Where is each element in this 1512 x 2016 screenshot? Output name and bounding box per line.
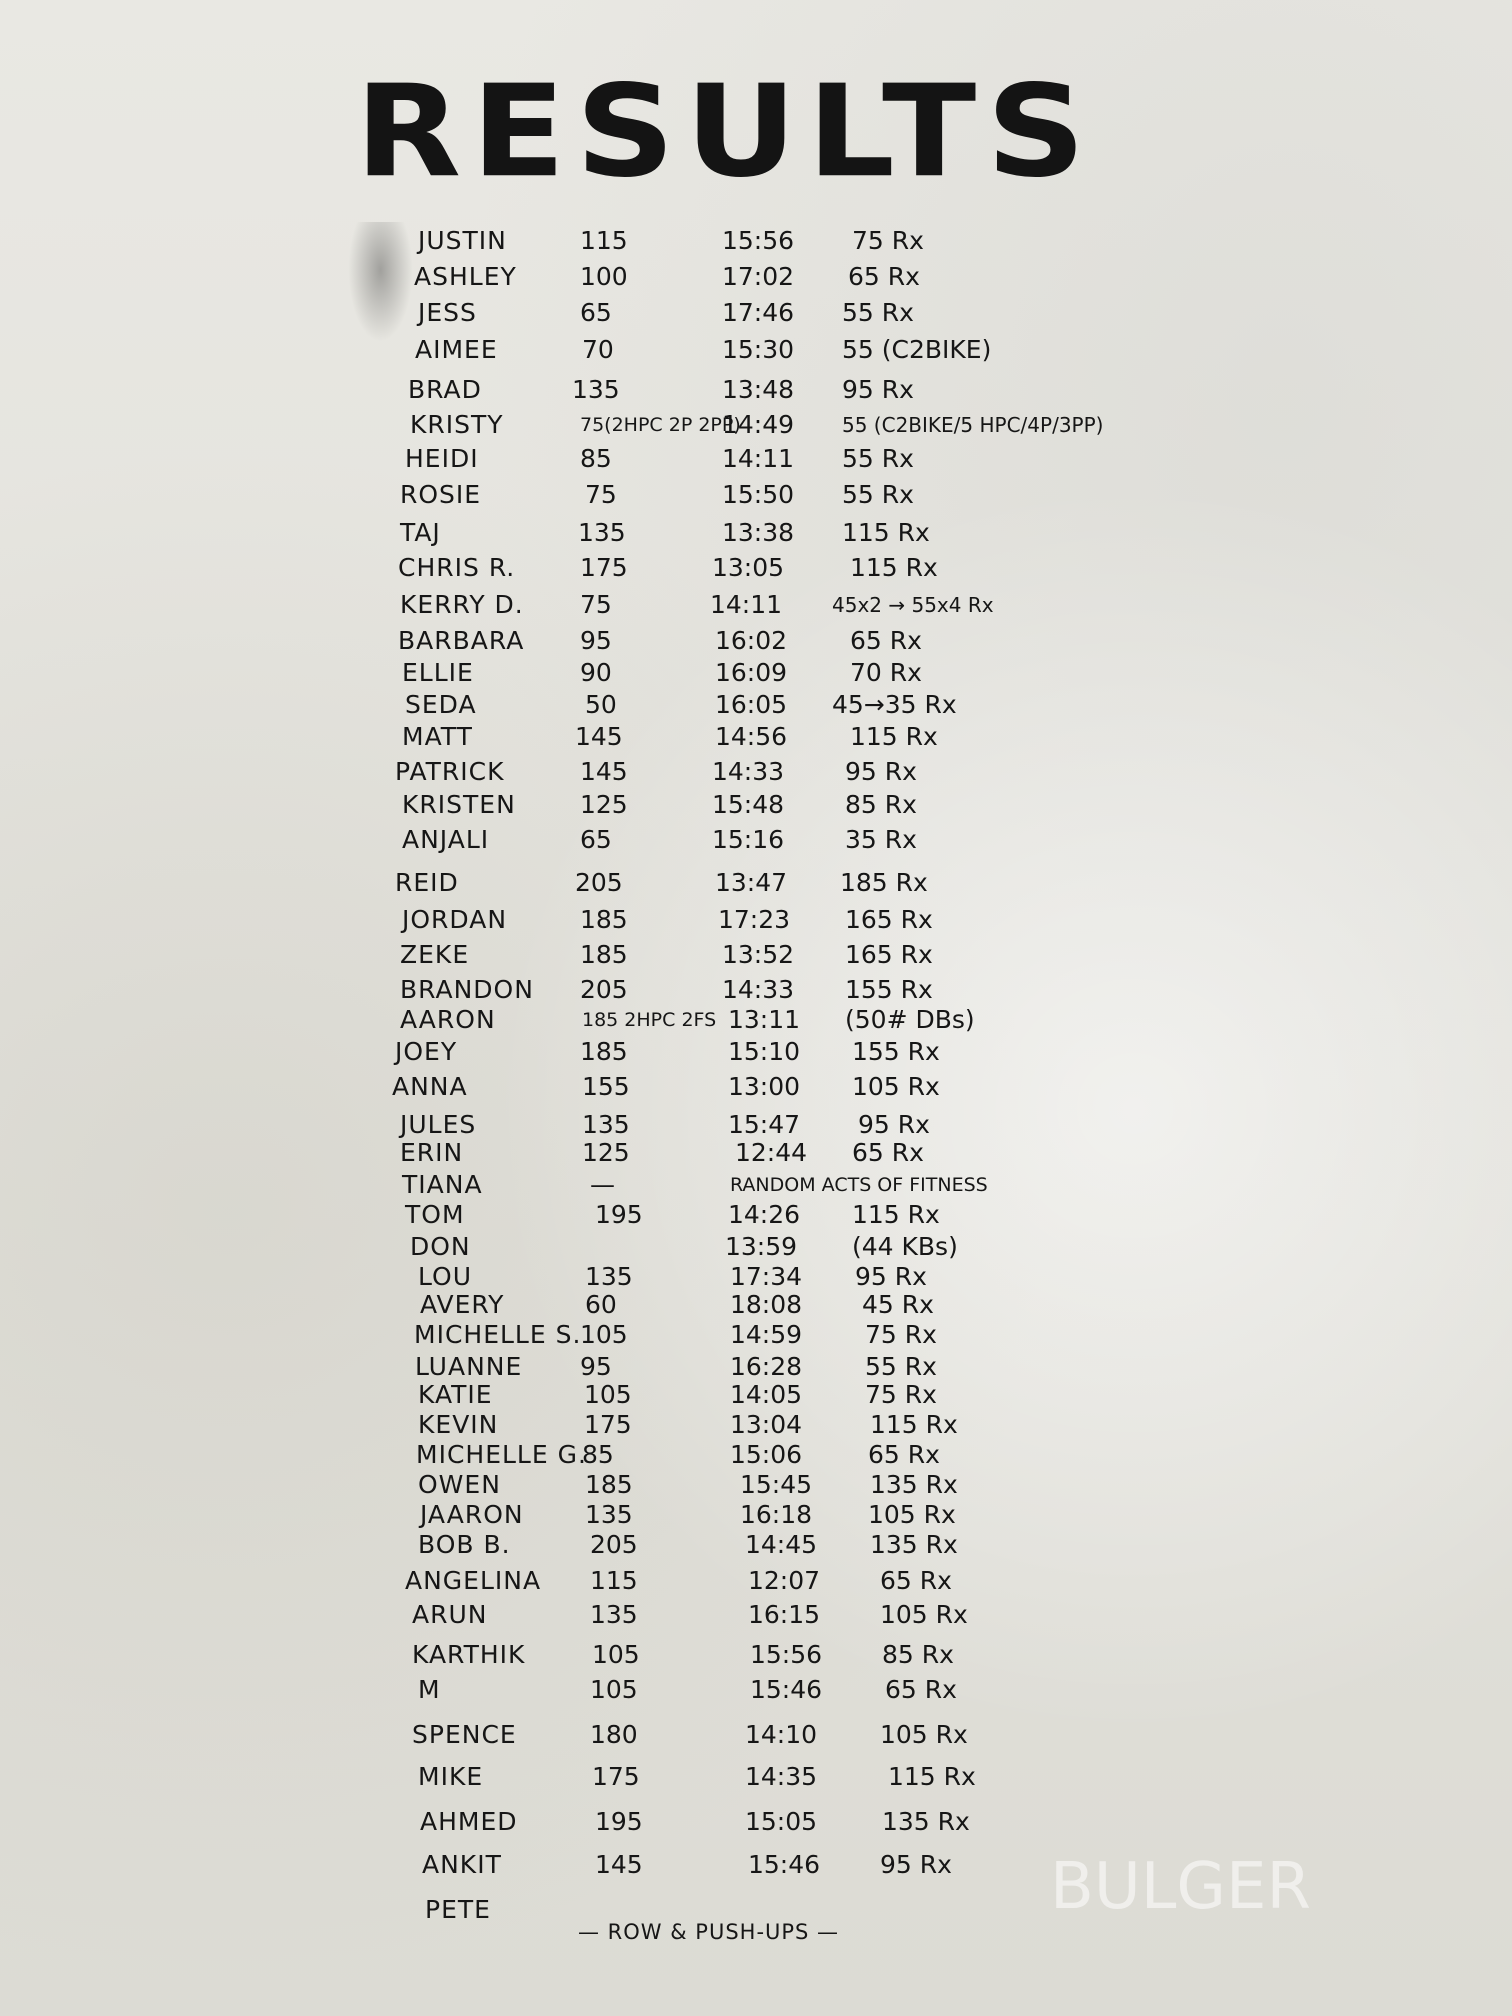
row-time: 15:48 [712,790,785,819]
row-name: ANNA [392,1072,468,1101]
row-name: ANKIT [422,1850,502,1879]
row-weight: 195 [595,1200,643,1229]
row-weight: 155 [582,1072,630,1101]
row-time: 15:30 [722,335,795,364]
row-time: 14:56 [715,722,788,751]
row-name: ASHLEY [414,262,517,291]
row-name: JOEY [395,1037,458,1066]
row-name: ELLIE [402,658,474,687]
row-note: 165 Rx [845,940,933,969]
row-name: ANGELINA [405,1566,542,1595]
row-weight: 90 [580,658,612,687]
row-time: 16:28 [730,1352,803,1381]
row-weight: 185 [580,940,628,969]
row-note: 85 Rx [845,790,917,819]
row-time: 14:33 [722,975,795,1004]
row-note: 65 Rx [880,1566,952,1595]
row-weight: 180 [590,1720,638,1749]
row-name: KATIE [418,1380,493,1409]
row-time: 13:05 [712,553,785,582]
row-weight: 135 [585,1262,633,1291]
row-weight: — [590,1170,615,1199]
row-time: 15:06 [730,1440,803,1469]
row-note: 45 Rx [862,1290,934,1319]
row-name: HEIDI [405,444,479,473]
row-weight: 95 [580,1352,612,1381]
row-time: 13:52 [722,940,795,969]
row-name: LOU [418,1262,473,1291]
row-note: 55 Rx [842,444,914,473]
row-name: BRAD [408,375,482,404]
row-time: 14:59 [730,1320,803,1349]
row-time: 14:49 [722,410,795,439]
row-weight: 70 [582,335,614,364]
row-weight: 115 [580,226,628,255]
row-note: 185 Rx [840,868,928,897]
row-time: 15:50 [722,480,795,509]
row-weight: 75(2HPC 2P 2PP) [580,414,741,436]
row-weight: 75 [585,480,617,509]
row-weight: 105 [584,1380,632,1409]
row-time: 17:34 [730,1262,803,1291]
row-note: 105 Rx [880,1600,968,1629]
row-time: 15:46 [750,1675,823,1704]
row-weight: 85 [580,444,612,473]
row-weight: 135 [585,1500,633,1529]
row-note: 95 Rx [880,1850,952,1879]
row-time: 15:16 [712,825,785,854]
row-note: 135 Rx [882,1807,970,1836]
row-time: 15:10 [728,1037,801,1066]
board-title: RESULTS [355,57,1096,206]
row-weight: 135 [578,518,626,547]
row-time: 12:07 [748,1566,821,1595]
row-weight: 95 [580,626,612,655]
row-name: SEDA [405,690,477,719]
row-weight: 205 [580,975,628,1004]
row-name: KARTHIK [412,1640,526,1669]
row-weight: 65 [580,298,612,327]
row-note: 115 Rx [888,1762,976,1791]
row-note: 95 Rx [845,757,917,786]
row-name: MICHELLE S. [414,1320,582,1349]
row-weight: 100 [580,262,628,291]
row-note: 115 Rx [842,518,930,547]
row-weight: 145 [575,722,623,751]
row-note: 105 Rx [880,1720,968,1749]
row-time: 15:45 [740,1470,813,1499]
row-time: 13:04 [730,1410,803,1439]
row-note: 65 Rx [850,626,922,655]
row-time: 13:48 [722,375,795,404]
row-name: REID [395,868,459,897]
row-note: 55 Rx [842,480,914,509]
row-time: 14:05 [730,1380,803,1409]
row-time: 15:56 [750,1640,823,1669]
row-name: MATT [402,722,473,751]
row-note: 65 Rx [848,262,920,291]
row-weight: 50 [585,690,617,719]
row-name: ARUN [412,1600,488,1629]
row-time: 14:11 [722,444,795,473]
row-time: 16:15 [748,1600,821,1629]
row-note: 75 Rx [865,1320,937,1349]
row-note: 95 Rx [855,1262,927,1291]
row-note: 155 Rx [852,1037,940,1066]
row-time: 15:46 [748,1850,821,1879]
row-name: JUSTIN [418,226,507,255]
row-weight: 175 [584,1410,632,1439]
row-name: TOM [405,1200,465,1229]
row-weight: 135 [582,1110,630,1139]
row-weight: 135 [572,375,620,404]
row-note: 115 Rx [850,722,938,751]
row-weight: 85 [582,1440,614,1469]
ghost-text: BULGER [1050,1850,1311,1924]
row-note: 45→35 Rx [832,690,957,719]
row-weight: 175 [580,553,628,582]
row-name: AVERY [420,1290,505,1319]
row-weight: 60 [585,1290,617,1319]
row-note: 115 Rx [850,553,938,582]
row-name: JESS [418,298,477,327]
row-time: RANDOM ACTS OF FITNESS [730,1174,988,1196]
row-note: 95 Rx [858,1110,930,1139]
row-time: 16:02 [715,626,788,655]
row-name: MICHELLE G. [416,1440,587,1469]
row-note: 95 Rx [842,375,914,404]
row-time: 18:08 [730,1290,803,1319]
row-name: JULES [400,1110,477,1139]
marker-smudge [348,222,413,342]
board-footer: — ROW & PUSH-UPS — [578,1920,840,1944]
row-note: 75 Rx [865,1380,937,1409]
row-name: ANJALI [402,825,490,854]
row-note: 135 Rx [870,1470,958,1499]
row-time: 13:11 [728,1005,801,1034]
row-name: KRISTEN [402,790,516,819]
row-note: 165 Rx [845,905,933,934]
row-weight: 205 [575,868,623,897]
row-name: ZEKE [400,940,470,969]
row-name: PETE [425,1895,491,1924]
row-note: 135 Rx [870,1530,958,1559]
row-note: 55 Rx [842,298,914,327]
row-note: 85 Rx [882,1640,954,1669]
row-weight: 185 [580,905,628,934]
row-time: 15:56 [722,226,795,255]
row-note: 115 Rx [852,1200,940,1229]
row-time: 14:45 [745,1530,818,1559]
row-time: 14:33 [712,757,785,786]
row-note: 105 Rx [852,1072,940,1101]
row-note: 70 Rx [850,658,922,687]
row-name: AIMEE [415,335,498,364]
row-note: 55 (C2BIKE) [842,335,992,364]
row-time: 14:26 [728,1200,801,1229]
row-weight: 175 [592,1762,640,1791]
row-name: DON [410,1232,471,1261]
row-weight: 125 [582,1138,630,1167]
row-weight: 145 [580,757,628,786]
row-note: 105 Rx [868,1500,956,1529]
row-time: 13:00 [728,1072,801,1101]
row-name: LUANNE [415,1352,523,1381]
row-weight: 105 [590,1675,638,1704]
row-name: TAJ [400,518,441,547]
row-time: 16:09 [715,658,788,687]
row-weight: 115 [590,1566,638,1595]
row-name: BOB B. [418,1530,511,1559]
row-name: AHMED [420,1807,518,1836]
row-time: 13:38 [722,518,795,547]
row-weight: 75 [580,590,612,619]
row-weight: 185 [580,1037,628,1066]
row-note: (50# DBs) [845,1005,975,1034]
row-weight: 185 2HPC 2FS [582,1009,717,1031]
row-weight: 135 [590,1600,638,1629]
row-note: 45x2 → 55x4 Rx [832,593,994,617]
row-time: 14:11 [710,590,783,619]
row-name: M [418,1675,441,1704]
row-time: 17:46 [722,298,795,327]
row-weight: 125 [580,790,628,819]
row-weight: 145 [595,1850,643,1879]
row-name: JAARON [420,1500,524,1529]
row-time: 16:05 [715,690,788,719]
row-note: 65 Rx [852,1138,924,1167]
row-name: CHRIS R. [398,553,516,582]
row-note: 55 Rx [865,1352,937,1381]
row-name: KEVIN [418,1410,499,1439]
row-name: KERRY D. [400,590,524,619]
row-name: SPENCE [412,1720,517,1749]
row-note: 155 Rx [845,975,933,1004]
row-weight: 205 [590,1530,638,1559]
row-name: ROSIE [400,480,482,509]
row-note: 115 Rx [870,1410,958,1439]
row-note: (44 KBs) [852,1232,958,1261]
row-note: 65 Rx [868,1440,940,1469]
row-weight: 65 [580,825,612,854]
row-name: JORDAN [402,905,508,934]
row-name: KRISTY [410,410,504,439]
row-time: 15:05 [745,1807,818,1836]
row-weight: 185 [585,1470,633,1499]
row-name: BRANDON [400,975,534,1004]
row-name: OWEN [418,1470,501,1499]
row-note: 35 Rx [845,825,917,854]
row-time: 15:47 [728,1110,801,1139]
row-time: 16:18 [740,1500,813,1529]
row-name: ERIN [400,1138,464,1167]
row-name: BARBARA [398,626,525,655]
row-note: 55 (C2BIKE/5 HPC/4P/3PP) [842,413,1104,437]
row-note: 75 Rx [852,226,924,255]
row-time: 12:44 [735,1138,808,1167]
row-weight: 105 [580,1320,628,1349]
row-name: TIANA [402,1170,483,1199]
row-time: 13:59 [725,1232,798,1261]
row-time: 14:35 [745,1762,818,1791]
row-note: 65 Rx [885,1675,957,1704]
row-name: AARON [400,1005,496,1034]
row-name: PATRICK [395,757,505,786]
row-time: 13:47 [715,868,788,897]
row-time: 17:23 [718,905,791,934]
row-time: 17:02 [722,262,795,291]
row-weight: 105 [592,1640,640,1669]
row-name: MIKE [418,1762,484,1791]
row-weight: 195 [595,1807,643,1836]
row-time: 14:10 [745,1720,818,1749]
